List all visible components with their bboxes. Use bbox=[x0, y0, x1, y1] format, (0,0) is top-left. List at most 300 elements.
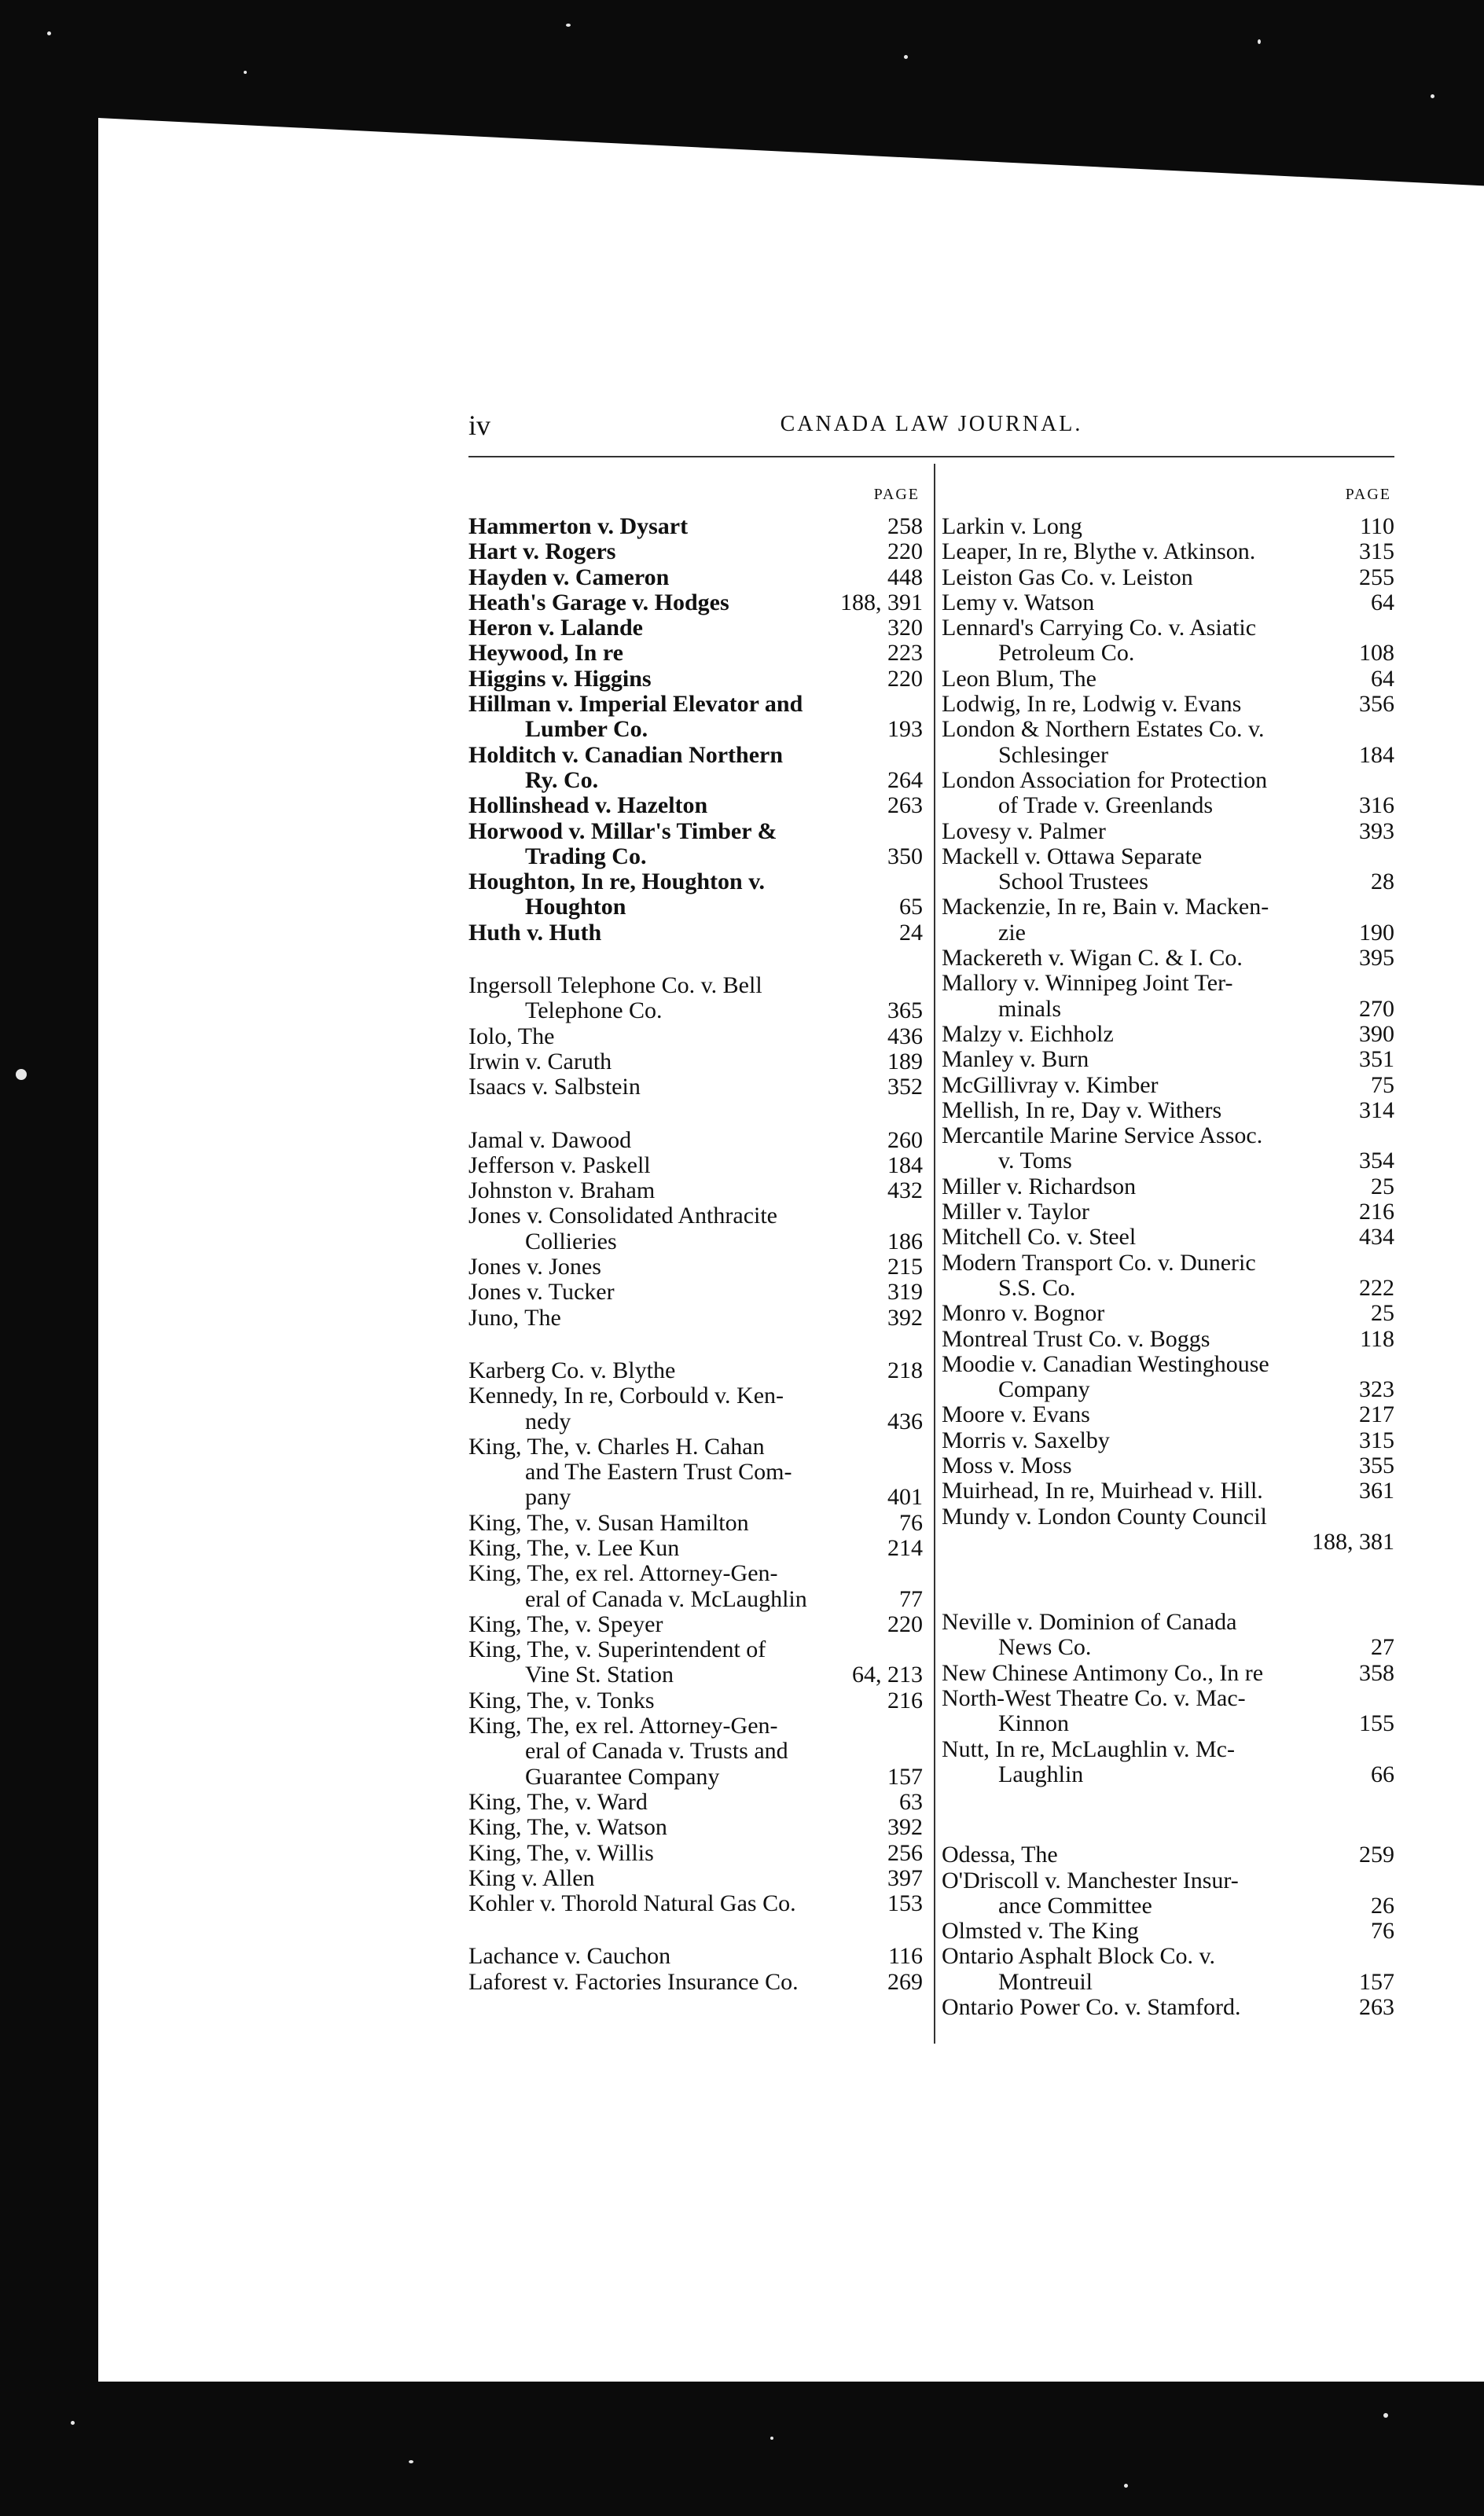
case-name-continuation: S.S. Co. bbox=[998, 1275, 1076, 1301]
case-name-line: Mallory v. Winnipeg Joint Ter- bbox=[942, 971, 1233, 997]
case-name bbox=[468, 1815, 883, 1840]
case-name bbox=[468, 1688, 883, 1713]
case-name-line: Miller v. Richardson bbox=[942, 1174, 1137, 1199]
case-name-line: Heywood, In re bbox=[468, 641, 623, 667]
case-name bbox=[468, 793, 883, 818]
index-entry bbox=[468, 1074, 923, 1100]
case-name bbox=[942, 1174, 1366, 1199]
page-number: 66 bbox=[1371, 1761, 1394, 1787]
case-name-continuation: Vine St. Station bbox=[525, 1662, 674, 1688]
case-name-line: King, The, v. Superintendent of bbox=[468, 1637, 766, 1663]
section-gap bbox=[942, 1555, 1394, 1582]
page-number: 26 bbox=[1371, 1892, 1394, 1919]
index-entry bbox=[942, 844, 1394, 895]
case-name-line: Leaper, In re, Blythe v. Atkinson. bbox=[942, 539, 1256, 565]
page-number: 323 bbox=[1359, 1376, 1394, 1403]
page-number: 392 bbox=[887, 1304, 923, 1331]
case-name-continuation: v. Toms bbox=[998, 1148, 1072, 1174]
case-name bbox=[468, 1511, 894, 1536]
page-number: 356 bbox=[1359, 691, 1394, 718]
index-entry bbox=[468, 667, 923, 692]
index-entry bbox=[942, 1073, 1394, 1098]
page-number: 193 bbox=[887, 716, 923, 743]
page-number: 188, 391 bbox=[840, 589, 923, 615]
index-entry bbox=[468, 692, 923, 743]
index-entry bbox=[468, 1815, 923, 1840]
section-gap bbox=[942, 1815, 1394, 1842]
scan-speck bbox=[1431, 94, 1434, 98]
case-name bbox=[468, 1866, 883, 1891]
index-entry bbox=[942, 768, 1394, 819]
scan-speck bbox=[1258, 39, 1261, 44]
index-entry bbox=[468, 615, 923, 641]
page-number: 263 bbox=[1359, 1994, 1394, 2021]
page-number: 27 bbox=[1371, 1634, 1394, 1661]
case-name bbox=[468, 869, 894, 920]
column-divider bbox=[934, 464, 935, 2044]
case-name bbox=[942, 565, 1354, 590]
case-name bbox=[468, 1891, 883, 1916]
index-entry bbox=[468, 1970, 923, 1995]
index-entry bbox=[468, 819, 923, 870]
case-name-line: King v. Allen bbox=[468, 1865, 595, 1891]
case-name bbox=[468, 1434, 883, 1511]
case-name bbox=[942, 971, 1354, 1022]
scan-speck bbox=[770, 2437, 773, 2440]
case-name bbox=[468, 539, 883, 564]
header-rule bbox=[468, 456, 1394, 457]
case-name-line: Morris v. Saxelby bbox=[942, 1427, 1110, 1453]
case-name bbox=[468, 615, 883, 641]
page-number: 118 bbox=[1360, 1325, 1394, 1352]
case-name-continuation: ance Committee bbox=[998, 1893, 1152, 1919]
case-name bbox=[468, 1254, 883, 1280]
case-name-line: Modern Transport Co. v. Duneric bbox=[942, 1250, 1256, 1276]
case-name bbox=[942, 1661, 1354, 1686]
case-name-line: King, The, v. Charles H. Cahan bbox=[468, 1434, 765, 1460]
case-name bbox=[468, 1790, 894, 1815]
case-name-continuation: zie bbox=[998, 920, 1026, 946]
index-entry bbox=[942, 1047, 1394, 1072]
case-name bbox=[468, 1306, 883, 1331]
index-entry bbox=[468, 1280, 923, 1305]
page-number: 190 bbox=[1359, 919, 1394, 946]
case-name bbox=[942, 1352, 1354, 1403]
page-number: 24 bbox=[899, 919, 923, 946]
scan-speck bbox=[409, 2460, 413, 2463]
page-number: 110 bbox=[1360, 513, 1394, 539]
page-number: 263 bbox=[887, 792, 923, 819]
case-name bbox=[468, 1280, 883, 1305]
case-name-line: Horwood v. Millar's Timber & bbox=[468, 818, 777, 844]
index-entry bbox=[942, 1174, 1394, 1199]
case-name bbox=[942, 1453, 1354, 1478]
case-name-line: Holditch v. Canadian Northern bbox=[468, 742, 784, 768]
scan-speck bbox=[1383, 2413, 1388, 2418]
case-name-continuation: eral of Canada v. McLaughlin bbox=[525, 1586, 807, 1612]
page-number: 77 bbox=[899, 1585, 923, 1612]
page-number: 157 bbox=[1359, 1968, 1394, 1995]
case-name-line: Johnston v. Braham bbox=[468, 1178, 656, 1204]
index-entry bbox=[468, 590, 923, 615]
page-number: 401 bbox=[887, 1484, 923, 1511]
case-name bbox=[942, 946, 1354, 971]
page-number: 186 bbox=[887, 1228, 923, 1254]
case-name bbox=[942, 667, 1366, 692]
page-number: 214 bbox=[887, 1534, 923, 1561]
case-name bbox=[942, 1301, 1366, 1326]
page-number: 434 bbox=[1359, 1224, 1394, 1251]
case-name-line: Hollinshead v. Hazelton bbox=[468, 793, 708, 819]
case-name bbox=[942, 1251, 1354, 1302]
case-name bbox=[942, 1428, 1354, 1453]
page-number: 256 bbox=[887, 1839, 923, 1866]
page-number: 218 bbox=[887, 1357, 923, 1383]
index-entry bbox=[942, 692, 1394, 717]
section-gap bbox=[468, 1916, 923, 1944]
case-name-line: Lovesy v. Palmer bbox=[942, 818, 1106, 844]
case-name-continuation: pany bbox=[525, 1485, 571, 1511]
index-entry bbox=[468, 1254, 923, 1280]
page-number: 215 bbox=[887, 1254, 923, 1280]
page-number: 153 bbox=[887, 1890, 923, 1917]
case-name bbox=[468, 1383, 883, 1434]
case-name-line: Huth v. Huth bbox=[468, 920, 602, 946]
page-number: 216 bbox=[1359, 1199, 1394, 1225]
index-entry bbox=[942, 1504, 1394, 1556]
index-entry bbox=[942, 1199, 1394, 1225]
page-number: 64, 213 bbox=[852, 1662, 923, 1688]
scan-speck bbox=[47, 31, 51, 35]
section-gap bbox=[468, 946, 923, 973]
section-gap bbox=[942, 1582, 1394, 1610]
section-gap bbox=[468, 1100, 923, 1128]
case-name-line: Monro v. Bognor bbox=[942, 1301, 1105, 1327]
index-entry bbox=[468, 1511, 923, 1536]
page-number: 436 bbox=[887, 1023, 923, 1049]
case-name bbox=[942, 1478, 1354, 1504]
index-entry bbox=[942, 717, 1394, 768]
case-name bbox=[468, 1612, 883, 1637]
case-name-line: Isaacs v. Salbstein bbox=[468, 1074, 641, 1100]
case-name bbox=[468, 1637, 847, 1688]
index-entry bbox=[942, 1098, 1394, 1123]
page-number: 448 bbox=[887, 564, 923, 590]
case-name-continuation: eral of Canada v. Trusts and bbox=[525, 1739, 788, 1765]
case-name-line: New Chinese Antimony Co., In re bbox=[942, 1660, 1264, 1686]
case-name bbox=[468, 1358, 883, 1383]
index-entry bbox=[942, 1944, 1394, 1995]
case-name bbox=[942, 768, 1354, 819]
case-name bbox=[942, 1199, 1354, 1225]
case-name bbox=[468, 667, 883, 692]
case-name-line: Larkin v. Long bbox=[942, 514, 1082, 539]
case-name-line: King, The, v. Speyer bbox=[468, 1611, 663, 1637]
case-name-line: King, The, v. Lee Kun bbox=[468, 1535, 680, 1561]
case-name bbox=[942, 1944, 1354, 1995]
case-name bbox=[942, 1047, 1354, 1072]
case-name-line: Houghton, In re, Houghton v. bbox=[468, 869, 766, 895]
index-entry bbox=[942, 1478, 1394, 1504]
case-name-line: Irwin v. Caruth bbox=[468, 1049, 612, 1074]
case-name-line: North-West Theatre Co. v. Mac- bbox=[942, 1686, 1246, 1712]
index-entry bbox=[942, 1737, 1394, 1788]
case-name-line: Mercantile Marine Service Assoc. bbox=[942, 1123, 1263, 1149]
case-name-line: Jamal v. Dawood bbox=[468, 1127, 632, 1153]
index-entry bbox=[942, 1995, 1394, 2020]
case-name bbox=[468, 920, 894, 946]
case-name bbox=[468, 514, 883, 539]
index-entry bbox=[942, 514, 1394, 539]
page-number: 350 bbox=[887, 843, 923, 869]
case-name bbox=[942, 514, 1355, 539]
case-name-line: Hart v. Rogers bbox=[468, 539, 616, 565]
case-name bbox=[468, 1203, 883, 1254]
case-name bbox=[468, 1944, 883, 1969]
page-number: 354 bbox=[1359, 1148, 1394, 1174]
case-name bbox=[942, 1610, 1366, 1661]
case-name-line: Jones v. Jones bbox=[468, 1254, 601, 1280]
case-name-continuation: Telephone Co. bbox=[525, 998, 663, 1024]
page-number: 397 bbox=[887, 1864, 923, 1891]
case-name bbox=[468, 819, 883, 870]
case-name-line: Karberg Co. v. Blythe bbox=[468, 1357, 676, 1383]
index-entry bbox=[468, 1561, 923, 1612]
case-name-continuation: Schlesinger bbox=[998, 742, 1108, 768]
page-number: 270 bbox=[1359, 995, 1394, 1022]
page-number: 269 bbox=[887, 1968, 923, 1995]
index-entry bbox=[468, 539, 923, 564]
page-number: 320 bbox=[887, 615, 923, 641]
case-name bbox=[468, 692, 883, 743]
index-entry bbox=[468, 1612, 923, 1637]
case-name bbox=[942, 1022, 1354, 1047]
index-entry bbox=[942, 1453, 1394, 1478]
index-entry bbox=[942, 946, 1394, 971]
case-name bbox=[468, 1970, 883, 1995]
index-entry bbox=[942, 1327, 1394, 1352]
case-name-line: Laforest v. Factories Insurance Co. bbox=[468, 1969, 799, 1995]
case-name-line: Moore v. Evans bbox=[942, 1402, 1090, 1428]
case-name bbox=[468, 565, 883, 590]
case-name-line: King, The, ex rel. Attorney-Gen- bbox=[468, 1713, 778, 1739]
page-number: 258 bbox=[887, 513, 923, 539]
index-entry bbox=[468, 1891, 923, 1916]
case-name bbox=[942, 1868, 1366, 1919]
case-name-line: Ingersoll Telephone Co. v. Bell bbox=[468, 973, 762, 999]
index-entry bbox=[468, 793, 923, 818]
case-name-line: McGillivray v. Kimber bbox=[942, 1072, 1159, 1098]
page-number: 64 bbox=[1371, 589, 1394, 615]
section-gap bbox=[942, 1787, 1394, 1815]
index-entry bbox=[468, 1637, 923, 1688]
case-name-continuation: Ry. Co. bbox=[525, 767, 599, 793]
case-name-line: Iolo, The bbox=[468, 1023, 555, 1049]
page-number: 25 bbox=[1371, 1173, 1394, 1199]
page-column-label: PAGE bbox=[1345, 486, 1391, 503]
case-name-continuation: Lumber Co. bbox=[525, 717, 648, 743]
index-entry bbox=[942, 1428, 1394, 1453]
index-entry bbox=[468, 1024, 923, 1049]
case-name bbox=[942, 1504, 1307, 1556]
page-number: 188, 381 bbox=[1312, 1528, 1394, 1555]
case-name-line: Mackereth v. Wigan C. & I. Co. bbox=[942, 946, 1243, 972]
scan-speck bbox=[566, 24, 571, 27]
case-name-continuation: Kinnon bbox=[998, 1711, 1069, 1737]
scan-speck bbox=[71, 2421, 75, 2425]
case-name bbox=[942, 539, 1354, 564]
page-number: 184 bbox=[1359, 741, 1394, 768]
case-name-line: London Association for Protection bbox=[942, 767, 1268, 793]
case-name bbox=[942, 1737, 1366, 1788]
index-entry bbox=[468, 1841, 923, 1866]
case-name-line: Muirhead, In re, Muirhead v. Hill. bbox=[942, 1478, 1263, 1504]
case-name bbox=[942, 1225, 1354, 1250]
case-name-line: Lennard's Carrying Co. v. Asiatic bbox=[942, 615, 1257, 641]
page-number: 436 bbox=[887, 1408, 923, 1434]
case-name-continuation: and The Eastern Trust Com- bbox=[525, 1460, 792, 1486]
index-entry bbox=[942, 539, 1394, 564]
case-name bbox=[468, 1128, 883, 1153]
case-name-line: Moodie v. Canadian Westinghouse bbox=[942, 1351, 1269, 1377]
case-name bbox=[468, 1049, 883, 1074]
case-name bbox=[942, 1327, 1355, 1352]
page-number: 108 bbox=[1359, 640, 1394, 667]
case-name-line: Jefferson v. Paskell bbox=[468, 1152, 651, 1178]
index-entry bbox=[468, 641, 923, 666]
case-name bbox=[468, 1024, 883, 1049]
index-entry bbox=[468, 514, 923, 539]
case-name bbox=[468, 1074, 883, 1100]
page-number: 319 bbox=[887, 1279, 923, 1306]
case-name-line: Hillman v. Imperial Elevator and bbox=[468, 692, 803, 718]
case-name-line: Jones v. Consolidated Anthracite bbox=[468, 1203, 777, 1229]
index-entry bbox=[468, 1178, 923, 1203]
index-entry bbox=[942, 565, 1394, 590]
case-name bbox=[468, 1536, 883, 1561]
case-name-line: Heron v. Lalande bbox=[468, 615, 643, 641]
index-entry bbox=[942, 894, 1394, 946]
scan-speck bbox=[16, 1069, 27, 1080]
page-number: 223 bbox=[887, 640, 923, 667]
index-entry bbox=[468, 973, 923, 1024]
running-title: CANADA LAW JOURNAL. bbox=[780, 412, 1083, 436]
case-name-line: Leon Blum, The bbox=[942, 666, 1096, 692]
index-entry bbox=[468, 1866, 923, 1891]
case-name-continuation: Houghton bbox=[525, 894, 626, 920]
case-name-line: Miller v. Taylor bbox=[942, 1199, 1089, 1225]
index-entry bbox=[942, 819, 1394, 844]
case-name-continuation: Laughlin bbox=[998, 1761, 1084, 1787]
index-entry bbox=[942, 971, 1394, 1022]
page-number: 28 bbox=[1371, 869, 1394, 895]
case-name bbox=[468, 1153, 883, 1178]
page-number: 355 bbox=[1359, 1452, 1394, 1478]
case-name-line: Olmsted v. The King bbox=[942, 1919, 1139, 1945]
case-name-continuation: News Co. bbox=[998, 1635, 1092, 1661]
case-name-line: King, The, ex rel. Attorney-Gen- bbox=[468, 1561, 778, 1587]
page-number: 390 bbox=[1359, 1020, 1394, 1047]
page-number: 116 bbox=[888, 1943, 923, 1970]
page-number: 315 bbox=[1359, 538, 1394, 565]
case-name-line: Mitchell Co. v. Steel bbox=[942, 1225, 1137, 1251]
case-name bbox=[468, 973, 883, 1024]
index-entry bbox=[942, 1352, 1394, 1403]
case-name-line: Lemy v. Watson bbox=[942, 590, 1095, 615]
page-number: 155 bbox=[1359, 1710, 1394, 1737]
case-name bbox=[942, 894, 1354, 946]
case-name bbox=[942, 1995, 1354, 2020]
case-name-line: Nutt, In re, McLaughlin v. Mc- bbox=[942, 1736, 1235, 1762]
page-number: 365 bbox=[887, 997, 923, 1024]
index-entry bbox=[468, 1203, 923, 1254]
case-name-continuation: Collieries bbox=[525, 1229, 617, 1254]
case-name-line: Leiston Gas Co. v. Leiston bbox=[942, 564, 1193, 590]
index-entry bbox=[942, 1661, 1394, 1686]
page-header bbox=[468, 402, 1394, 442]
index-entry bbox=[942, 1022, 1394, 1047]
page-column-label: PAGE bbox=[873, 486, 920, 503]
case-name bbox=[942, 1098, 1354, 1123]
page-number: 75 bbox=[1371, 1071, 1394, 1098]
case-name-line: London & Northern Estates Co. v. bbox=[942, 717, 1265, 743]
index-entry bbox=[468, 565, 923, 590]
page-number: 184 bbox=[887, 1151, 923, 1178]
page-number: 264 bbox=[887, 766, 923, 793]
page-number: 361 bbox=[1359, 1478, 1394, 1504]
case-name-line: O'Driscoll v. Manchester Insur- bbox=[942, 1868, 1239, 1893]
case-name bbox=[942, 1686, 1354, 1737]
index-entry bbox=[942, 1251, 1394, 1302]
page-number: 63 bbox=[899, 1788, 923, 1815]
index-entry bbox=[468, 1153, 923, 1178]
page-number: 220 bbox=[887, 1611, 923, 1637]
case-name bbox=[468, 1713, 883, 1790]
index-entry bbox=[942, 1919, 1394, 1944]
index-entry bbox=[942, 615, 1394, 667]
case-name bbox=[942, 1402, 1354, 1427]
case-name-line: Juno, The bbox=[468, 1305, 561, 1331]
case-name-line: Mackenzie, In re, Bain v. Macken- bbox=[942, 894, 1269, 920]
case-name-continuation: School Trustees bbox=[998, 869, 1148, 895]
case-name-continuation: Montreuil bbox=[998, 1969, 1093, 1995]
index-entry bbox=[468, 1128, 923, 1153]
index-entry bbox=[468, 1688, 923, 1713]
case-name-line: King, The, v. Willis bbox=[468, 1840, 654, 1866]
page-number: 358 bbox=[1359, 1659, 1394, 1686]
index-entry bbox=[942, 590, 1394, 615]
case-name-line: Moss v. Moss bbox=[942, 1453, 1072, 1478]
index-entry bbox=[942, 1301, 1394, 1326]
case-name-continuation: nedy bbox=[525, 1409, 571, 1434]
right-index-column bbox=[942, 486, 1394, 2020]
page-number: 260 bbox=[887, 1126, 923, 1153]
page-number: 351 bbox=[1359, 1046, 1394, 1073]
page-number: 157 bbox=[887, 1763, 923, 1790]
index-entry bbox=[942, 1686, 1394, 1737]
case-name bbox=[942, 590, 1366, 615]
page-number: 76 bbox=[899, 1509, 923, 1536]
page-number: 217 bbox=[1359, 1401, 1394, 1428]
index-entry bbox=[468, 1049, 923, 1074]
case-name-line: Neville v. Dominion of Canada bbox=[942, 1610, 1237, 1636]
page-number: 316 bbox=[1359, 792, 1394, 819]
case-name bbox=[942, 819, 1354, 844]
index-entry bbox=[942, 1868, 1394, 1919]
case-name-line: King, The, v. Susan Hamilton bbox=[468, 1510, 749, 1536]
case-name-line: Ontario Power Co. v. Stamford. bbox=[942, 1995, 1241, 2021]
index-entry bbox=[468, 1383, 923, 1434]
